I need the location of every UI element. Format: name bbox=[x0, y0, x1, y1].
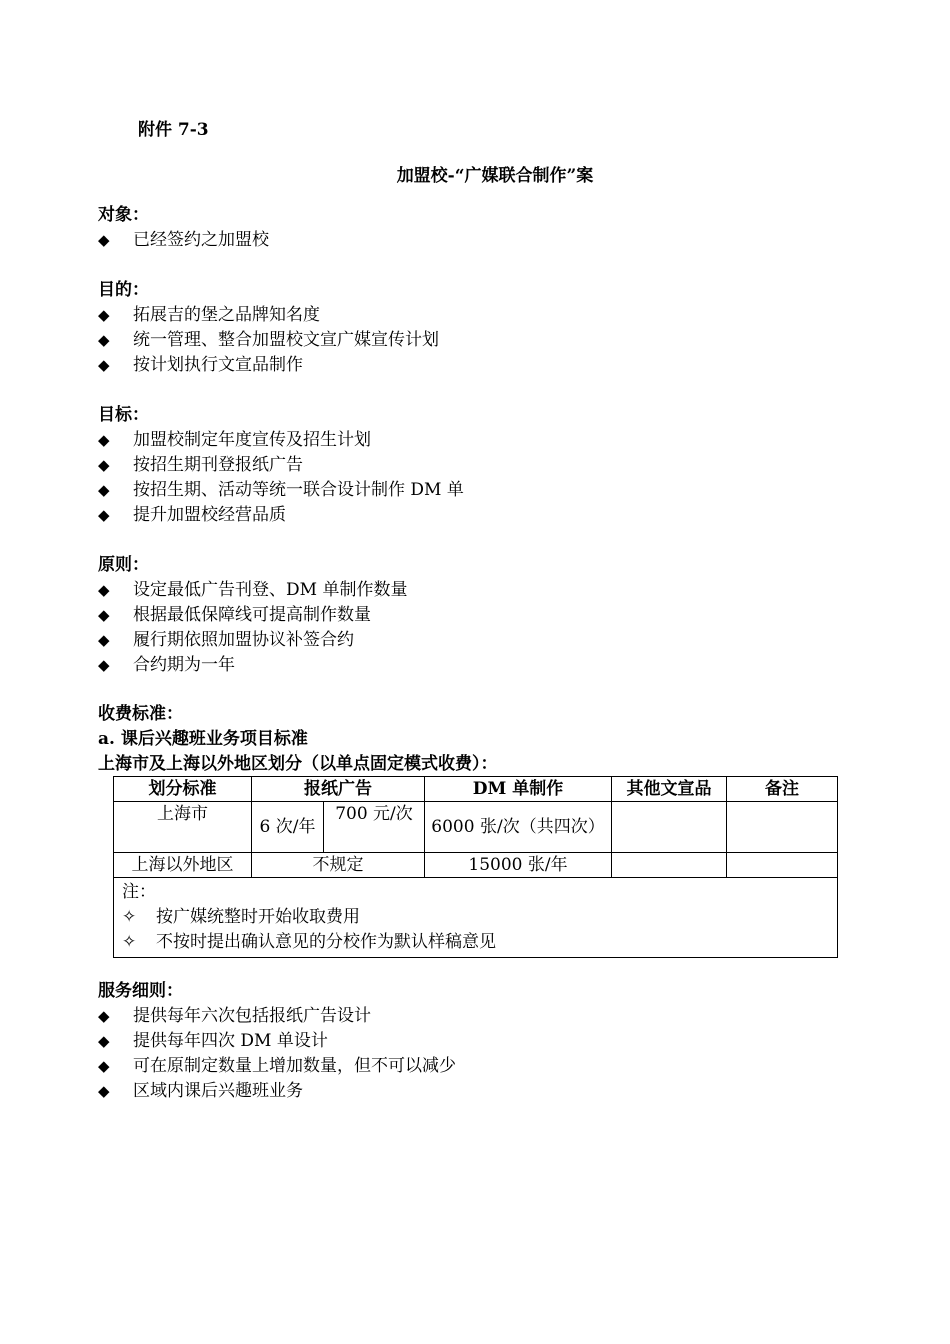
list-item: ◆ 区域内课后兴趣班业务 bbox=[98, 1079, 858, 1104]
col-header: 其他文宣品 bbox=[612, 777, 727, 802]
fees-region-title: 上海市及上海以外地区划分（以单点固定模式收费）： bbox=[98, 754, 498, 774]
table-cell: 15000 张/年 bbox=[425, 853, 612, 878]
table-cell: 上海市 bbox=[114, 802, 252, 853]
col-header: DM 单制作 bbox=[425, 777, 612, 802]
fees-heading: 收费标准： bbox=[98, 704, 183, 724]
table-cell: 上海以外地区 bbox=[114, 853, 252, 878]
col-header: 划分标准 bbox=[114, 777, 252, 802]
principles-section bbox=[98, 553, 858, 678]
table-notes-row bbox=[114, 878, 838, 958]
table-cell: 6000 张/次（共四次） bbox=[425, 802, 612, 853]
goals-section bbox=[98, 403, 858, 528]
fees-sub-a: a. 课后兴趣班业务项目标准 bbox=[98, 729, 308, 749]
notes-cell bbox=[114, 878, 838, 958]
list-item: ◆ 提供每年六次包括报纸广告设计 bbox=[98, 1004, 858, 1029]
col-header: 备注 bbox=[727, 777, 838, 802]
list-item: ◆ 统一管理、整合加盟校文宣广媒宣传计划 bbox=[98, 328, 858, 353]
col-header: 报纸广告 bbox=[252, 777, 425, 802]
table-cell: 不规定 bbox=[252, 853, 425, 878]
goals-heading: 目标： bbox=[98, 405, 149, 425]
document-title: 加盟校-“广媒联合制作”案 bbox=[396, 166, 594, 186]
diamond-bullet-icon: ◆ bbox=[98, 631, 110, 649]
table-cell bbox=[727, 802, 838, 853]
fees-section bbox=[98, 702, 858, 777]
diamond-bullet-icon: ◆ bbox=[98, 356, 110, 374]
diamond-bullet-icon: ◆ bbox=[98, 456, 110, 474]
list-item: ◆ 按招生期刊登报纸广告 bbox=[98, 453, 858, 478]
diamond-bullet-icon: ◆ bbox=[98, 231, 110, 249]
list-item: ◆ 加盟校制定年度宣传及招生计划 bbox=[98, 428, 858, 453]
list-item: ◆ 拓展吉的堡之品牌知名度 bbox=[98, 303, 858, 328]
list-item: ◆ 按招生期、活动等统一联合设计制作 DM 单 bbox=[98, 478, 858, 503]
objects-heading: 对象： bbox=[98, 205, 149, 225]
diamond-bullet-icon: ◆ bbox=[98, 581, 110, 599]
diamond-bullet-icon: ◆ bbox=[98, 481, 110, 499]
diamond-bullet-icon: ◆ bbox=[98, 656, 110, 674]
note-item: ✧ 按广媒统整时开始收取费用 bbox=[122, 905, 829, 930]
list-item: ◆ 根据最低保障线可提高制作数量 bbox=[98, 603, 858, 628]
objects-section bbox=[98, 203, 858, 253]
list-item: ◆ 提供每年四次 DM 单设计 bbox=[98, 1029, 858, 1054]
diamond-bullet-icon: ◆ bbox=[98, 331, 110, 349]
diamond-bullet-icon: ◆ bbox=[98, 1007, 110, 1025]
table-cell bbox=[612, 853, 727, 878]
list-item: ◆ 履行期依照加盟协议补签合约 bbox=[98, 628, 858, 653]
fee-table bbox=[113, 776, 838, 958]
diamond-bullet-icon: ◆ bbox=[98, 306, 110, 324]
list-item: ◆ 已经签约之加盟校 bbox=[98, 228, 858, 253]
table-cell bbox=[612, 802, 727, 853]
list-item: ◆ 合约期为一年 bbox=[98, 653, 858, 678]
diamond-bullet-icon: ◆ bbox=[98, 1032, 110, 1050]
diamond-bullet-icon: ◆ bbox=[98, 431, 110, 449]
list-item: ◆ 设定最低广告刊登、DM 单制作数量 bbox=[98, 578, 858, 603]
diamond-bullet-icon: ◆ bbox=[98, 606, 110, 624]
purpose-section bbox=[98, 278, 858, 378]
attachment-label: 附件 7-3 bbox=[138, 120, 209, 140]
service-section bbox=[98, 979, 858, 1104]
table-header-row bbox=[114, 777, 838, 802]
list-item: ◆ 按计划执行文宣品制作 bbox=[98, 353, 858, 378]
diamond-bullet-icon: ◆ bbox=[98, 506, 110, 524]
service-heading: 服务细则： bbox=[98, 981, 183, 1001]
purpose-heading: 目的： bbox=[98, 280, 149, 300]
star-bullet-icon: ✧ bbox=[122, 907, 137, 927]
table-row bbox=[114, 802, 838, 853]
list-item: ◆ 提升加盟校经营品质 bbox=[98, 503, 858, 528]
table-cell: 700 元/次 bbox=[324, 802, 425, 853]
principles-heading: 原则： bbox=[98, 555, 149, 575]
diamond-bullet-icon: ◆ bbox=[98, 1082, 110, 1100]
list-item: ◆ 可在原制定数量上增加数量，但不可以减少 bbox=[98, 1054, 858, 1079]
star-bullet-icon: ✧ bbox=[122, 932, 137, 952]
table-row bbox=[114, 853, 838, 878]
diamond-bullet-icon: ◆ bbox=[98, 1057, 110, 1075]
table-cell: 6 次/年 bbox=[252, 802, 324, 853]
note-label: 注： bbox=[122, 882, 156, 902]
table-cell bbox=[727, 853, 838, 878]
note-item: ✧ 不按时提出确认意见的分校作为默认样稿意见 bbox=[122, 930, 829, 955]
